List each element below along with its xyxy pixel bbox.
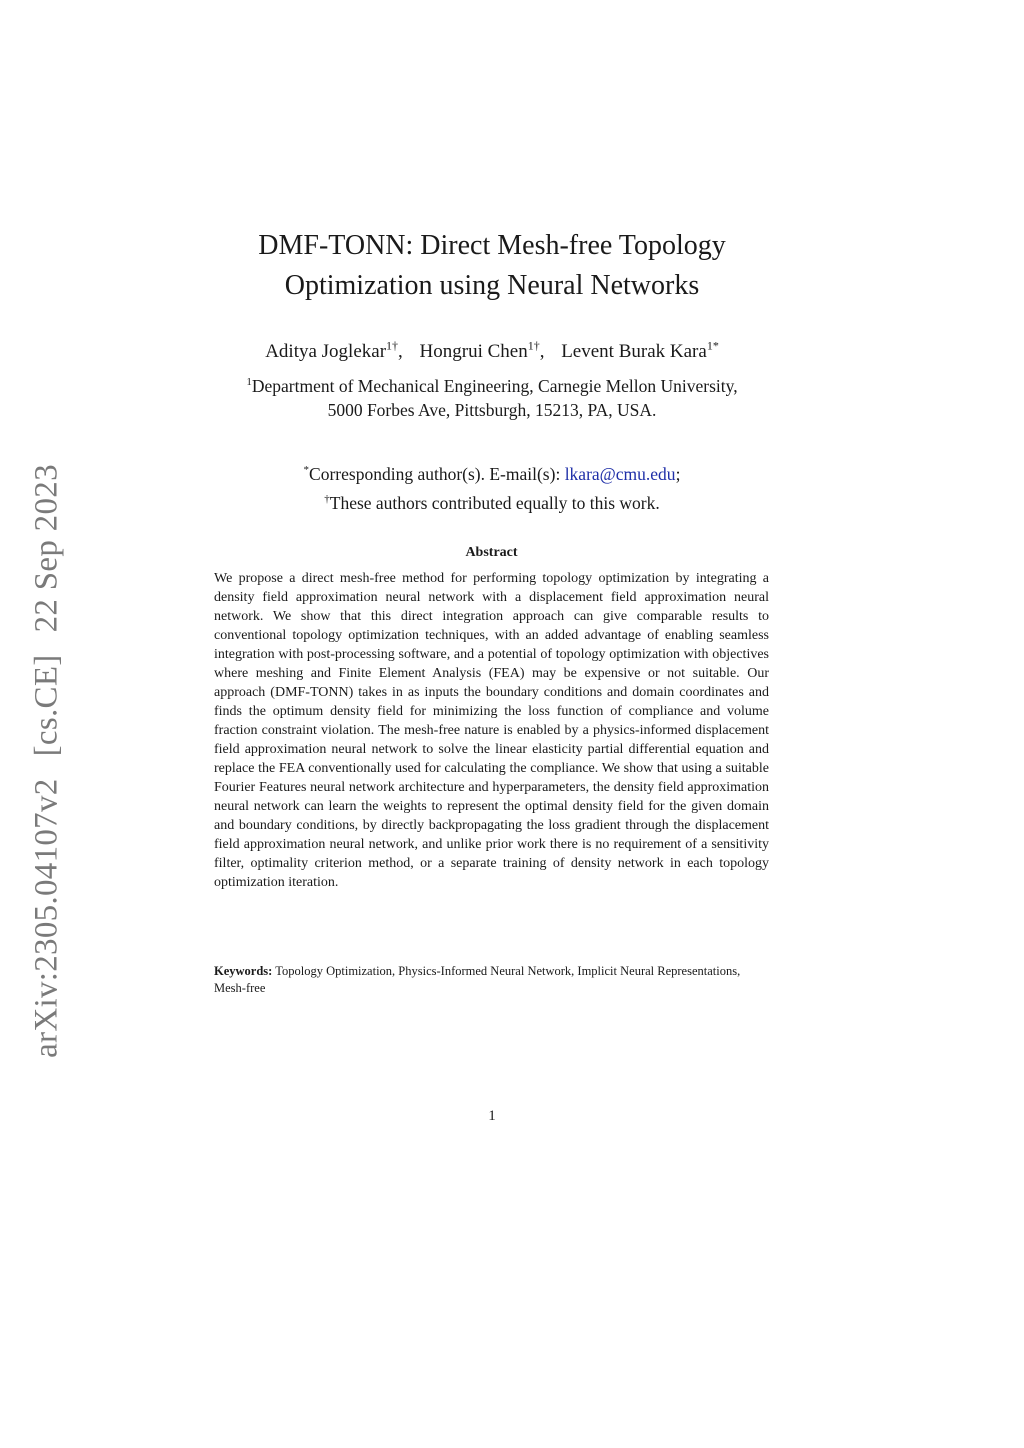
paper-title-line-1: DMF-TONN: Direct Mesh-free Topology xyxy=(258,230,726,261)
affiliation-text: Department of Mechanical Engineering, Carnegie Mellon University, xyxy=(251,375,738,396)
author xyxy=(561,341,719,362)
paper-title xyxy=(200,226,784,306)
author-list xyxy=(150,333,834,365)
affiliation-line-2: 5000 Forbes Ave, Pittsburgh, 15213, PA, USA. xyxy=(327,399,657,420)
abstract-text: We propose a direct mesh-free method for performing topology optimization by integrating a density field approximation neural network with a displacement field approximation neural network. We show that this direct integration approach can give comparable results to conventional topology optimization techniques, with an added advantage of enabling seamless integration with post-processing software, and a potential of topology optimization with objectives where meshing and Finite Element Analysis (FEA) may be expensive or not suitable. Our approach (DMF-TONN) takes in as inputs the boundary conditions and domain coordinates and finds the optimum density field for minimizing the loss function of compliance and volume fraction constraint violation. The mesh-free nature is enabled by a physics-informed displacement field approximation neural network to solve the linear elasticity partial differential equation and replace the FEA conventionally used for calculating the compliance. We show that using a suitable Fourier Features neural network architecture and hyperparameters, the density field approximation neural network can learn the weights to represent the optimal density field for the given domain and boundary conditions, by directly backpropagating the loss gradient through the displacement field approximation neural network, and unlike prior work there is no requirement of a sensitivity filter, optimality criterion method, or a separate training of density network in each topology optimization iteration. xyxy=(214,571,769,890)
affiliation-line-1 xyxy=(150,370,834,398)
page-number: 1 xyxy=(488,1108,496,1124)
author-separator: , xyxy=(398,341,403,363)
keywords-text: Topology Optimization, Physics-Informed Neural Network, Implicit Neural Representations, Mesh-free xyxy=(214,964,741,995)
corresponding-prefix: Corresponding author(s). E-mail(s): xyxy=(309,463,565,484)
equal-contribution-line xyxy=(150,487,834,516)
author-marks: 1† xyxy=(527,339,540,353)
author-name: Hongrui Chen xyxy=(419,341,528,363)
keywords-label: Keywords: xyxy=(214,964,273,978)
email-link[interactable]: lkara@cmu.edu xyxy=(564,463,676,484)
arxiv-identifier-stamp xyxy=(29,442,66,1058)
affiliation-mark: 1 xyxy=(246,376,252,388)
corresponding-mark: * xyxy=(303,464,310,476)
paper-title-line-2: Optimization using Neural Networks xyxy=(284,270,700,301)
author-name: Levent Burak Kara xyxy=(561,341,707,363)
author-marks: 1* xyxy=(706,339,719,353)
corresponding-author-line xyxy=(150,458,834,487)
author-name: Aditya Joglekar xyxy=(265,341,387,363)
equal-contribution-text: These authors contributed equally to this work. xyxy=(329,492,660,513)
arxiv-category: [cs.CE] xyxy=(28,654,65,757)
keywords xyxy=(214,963,769,997)
arxiv-id: arXiv:2305.04107v2 xyxy=(28,778,65,1058)
author-marks: 1† xyxy=(386,339,399,353)
affiliation xyxy=(150,370,834,422)
abstract-heading: Abstract xyxy=(465,545,518,560)
equal-contribution-mark: † xyxy=(324,492,330,505)
arxiv-date: 22 Sep 2023 xyxy=(28,464,65,633)
author xyxy=(420,341,545,362)
author xyxy=(265,341,403,362)
corresponding-suffix: ; xyxy=(675,463,681,484)
correspondence-note xyxy=(150,458,834,516)
author-separator: , xyxy=(539,341,545,363)
